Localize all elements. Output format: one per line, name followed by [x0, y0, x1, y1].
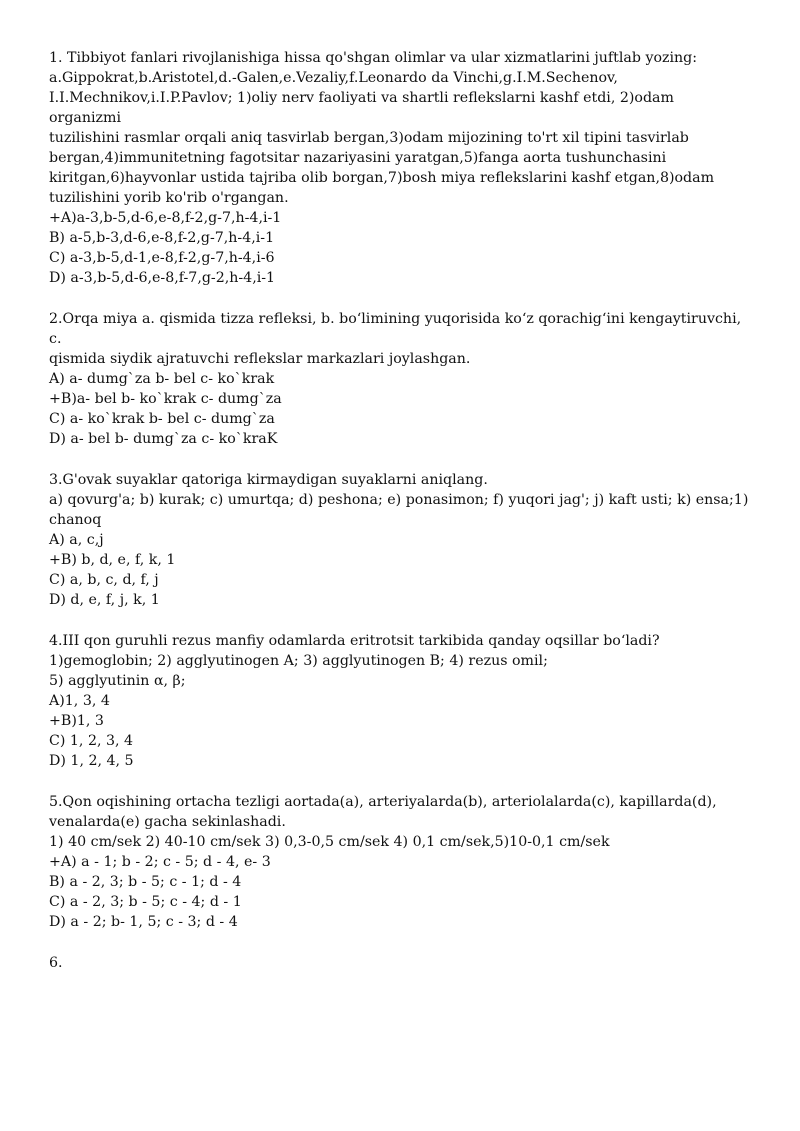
- question-text-line: 5) agglyutinin α, β;: [49, 673, 186, 689]
- answer-option: D) 1, 2, 4, 5: [49, 753, 134, 769]
- answer-option: C) 1, 2, 3, 4: [49, 733, 134, 749]
- question-text-line: chanoq: [49, 512, 102, 528]
- answer-option: +B)1, 3: [49, 713, 104, 729]
- document-page: [49, 48, 749, 994]
- question-text-line: 4.III qon guruhli rezus manfiy odamlarda eritrotsit tarkibida qanday oqsillar bo‘ladi?: [49, 633, 660, 649]
- answer-option: B) a-5,b-3,d-6,e-8,f-2,g-7,h-4,i-1: [49, 230, 275, 246]
- question-text-line: 6.: [49, 955, 63, 971]
- question-3: [49, 470, 749, 610]
- question-text-line: 2.Orqa miya a. qismida tizza refleksi, b. bo‘limining yuqorisida ko‘z qorachig‘ini kengaytiruvchi, c.: [49, 311, 746, 347]
- answer-option: C) a-3,b-5,d-1,e-8,f-2,g-7,h-4,i-6: [49, 250, 275, 266]
- question-text-line: kiritgan,6)hayvonlar ustida tajriba olib borgan,7)bosh miya reflekslarini kashf etgan,8)odam: [49, 170, 715, 186]
- answer-option: C) a, b, c, d, f, j: [49, 572, 159, 588]
- question-text-line: 1) 40 cm/sek 2) 40-10 cm/sek 3) 0,3-0,5 cm/sek 4) 0,1 cm/sek,5)10-0,1 cm/sek: [49, 834, 610, 850]
- answer-option: D) a-3,b-5,d-6,e-8,f-7,g-2,h-4,i-1: [49, 270, 276, 286]
- answer-option: D) d, e, f, j, k, 1: [49, 592, 160, 608]
- answer-option: D) a- bel b- dumg`za c- ko`kraK: [49, 431, 278, 447]
- question-text-line: venalarda(e) gacha sekinlashadi.: [49, 814, 286, 830]
- answer-option: C) a- ko`krak b- bel c- dumg`za: [49, 411, 275, 427]
- question-4: [49, 631, 749, 771]
- answer-option: A) a- dumg`za b- bel c- ko`krak: [49, 371, 275, 387]
- question-text-line: bergan,4)immunitetning fagotsitar nazariyasini yaratgan,5)fanga aorta tushunchasini: [49, 150, 667, 166]
- question-text-line: a) qovurg'a; b) kurak; c) umurtqa; d) peshona; e) ponasimon; f) yuqori jag'; j) kaft usti; k) ensa;1): [49, 492, 749, 508]
- answer-option: C) a - 2, 3; b - 5; c - 4; d - 1: [49, 894, 242, 910]
- question-text-line: qismida siydik ajratuvchi reflekslar markazlari joylashgan.: [49, 351, 471, 367]
- answer-option: +B)a- bel b- ko`krak c- dumg`za: [49, 391, 282, 407]
- question-text-line: a.Gippokrat,b.Aristotel,d.-Galen,e.Vezaliy,f.Leonardo da Vinchi,g.I.M.Sechenov,: [49, 70, 618, 86]
- question-1: [49, 48, 749, 288]
- question-text-line: I.I.Mechnikov,i.I.P.Pavlov; 1)oliy nerv faoliyati va shartli reflekslarni kashf etdi, 2)odam organizmi: [49, 90, 679, 126]
- question-2: [49, 309, 749, 449]
- question-text-line: 1)gemoglobin; 2) agglyutinogen A; 3) agglyutinogen B; 4) rezus omil;: [49, 653, 548, 669]
- question-6: [49, 953, 749, 973]
- answer-option: +A)a-3,b-5,d-6,e-8,f-2,g-7,h-4,i-1: [49, 210, 282, 226]
- answer-option: +B) b, d, e, f, k, 1: [49, 552, 176, 568]
- answer-option: A)1, 3, 4: [49, 693, 110, 709]
- answer-option: D) a - 2; b- 1, 5; c - 3; d - 4: [49, 914, 238, 930]
- question-text-line: 3.G'ovak suyaklar qatoriga kirmaydigan suyaklarni aniqlang.: [49, 472, 488, 488]
- answer-option: A) a, c,j: [49, 532, 104, 548]
- answer-option: B) a - 2, 3; b - 5; c - 1; d - 4: [49, 874, 242, 890]
- question-text-line: 5.Qon oqishining ortacha tezligi aortada(a), arteriyalarda(b), arteriolalarda(c), kapillarda(d),: [49, 794, 717, 810]
- question-text-line: tuzilishini yorib ko'rib o'rgangan.: [49, 190, 289, 206]
- question-text-line: 1. Tibbiyot fanlari rivojlanishiga hissa qo'shgan olimlar va ular xizmatlarini juftlab yozing:: [49, 50, 698, 66]
- question-text-line: tuzilishini rasmlar orqali aniq tasvirlab bergan,3)odam mijozining to'rt xil tipini tasvirlab: [49, 130, 689, 146]
- answer-option: +A) a - 1; b - 2; c - 5; d - 4, e- 3: [49, 854, 271, 870]
- question-5: [49, 792, 749, 932]
